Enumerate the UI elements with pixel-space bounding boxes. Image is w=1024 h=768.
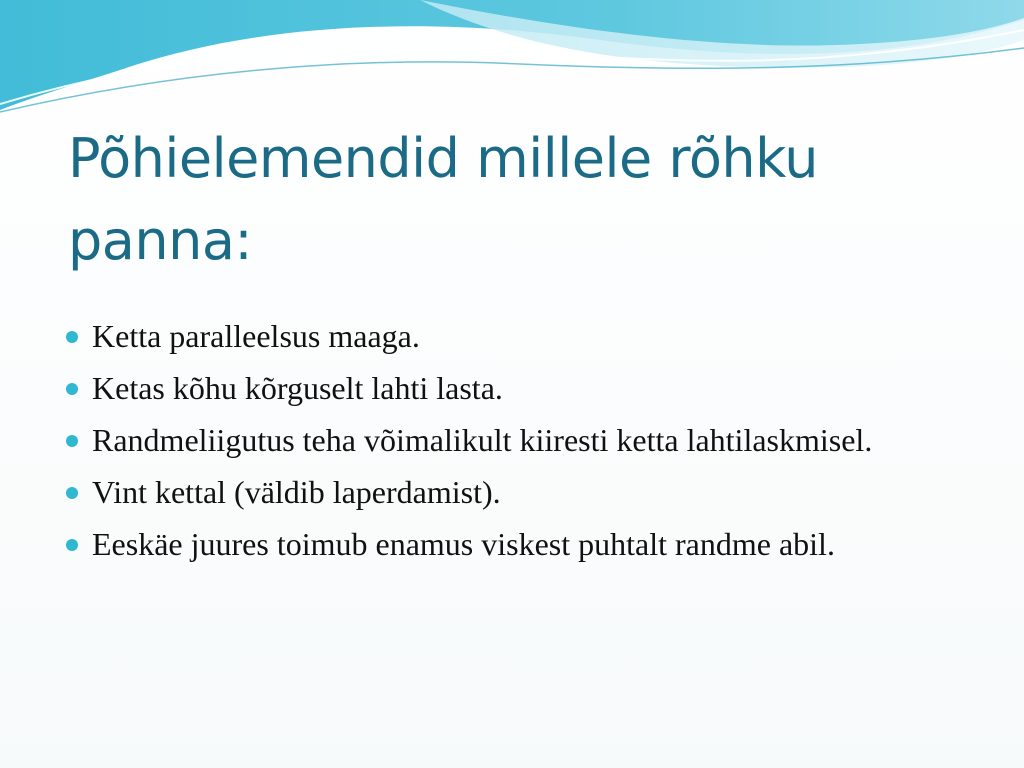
bullet-text: Ketas kõhu kõrguselt lahti lasta. (92, 370, 503, 406)
bullet-item (64, 420, 964, 460)
bullet-text: Vint kettal (väldib laperdamist). (92, 474, 501, 510)
bullet-item (64, 368, 964, 408)
bullet-item (64, 472, 964, 512)
circle-bullet-icon (66, 383, 78, 395)
bullet-item (64, 316, 964, 356)
bullet-list (64, 316, 964, 576)
bullet-text: Randmeliigutus teha võimalikult kiiresti ketta lahtilaskmisel. (92, 422, 873, 458)
circle-bullet-icon (66, 435, 78, 447)
bullet-item (64, 524, 964, 564)
circle-bullet-icon (66, 331, 78, 343)
circle-bullet-icon (66, 539, 78, 551)
header-wave-decoration (0, 0, 1024, 130)
bullet-text: Eeskäe juures toimub enamus viskest puhtalt randme abil. (92, 526, 835, 562)
circle-bullet-icon (66, 487, 78, 499)
bullet-text: Ketta paralleelsus maaga. (92, 318, 420, 354)
slide-title: Põhielemendid millele rõhku panna: (68, 127, 818, 272)
